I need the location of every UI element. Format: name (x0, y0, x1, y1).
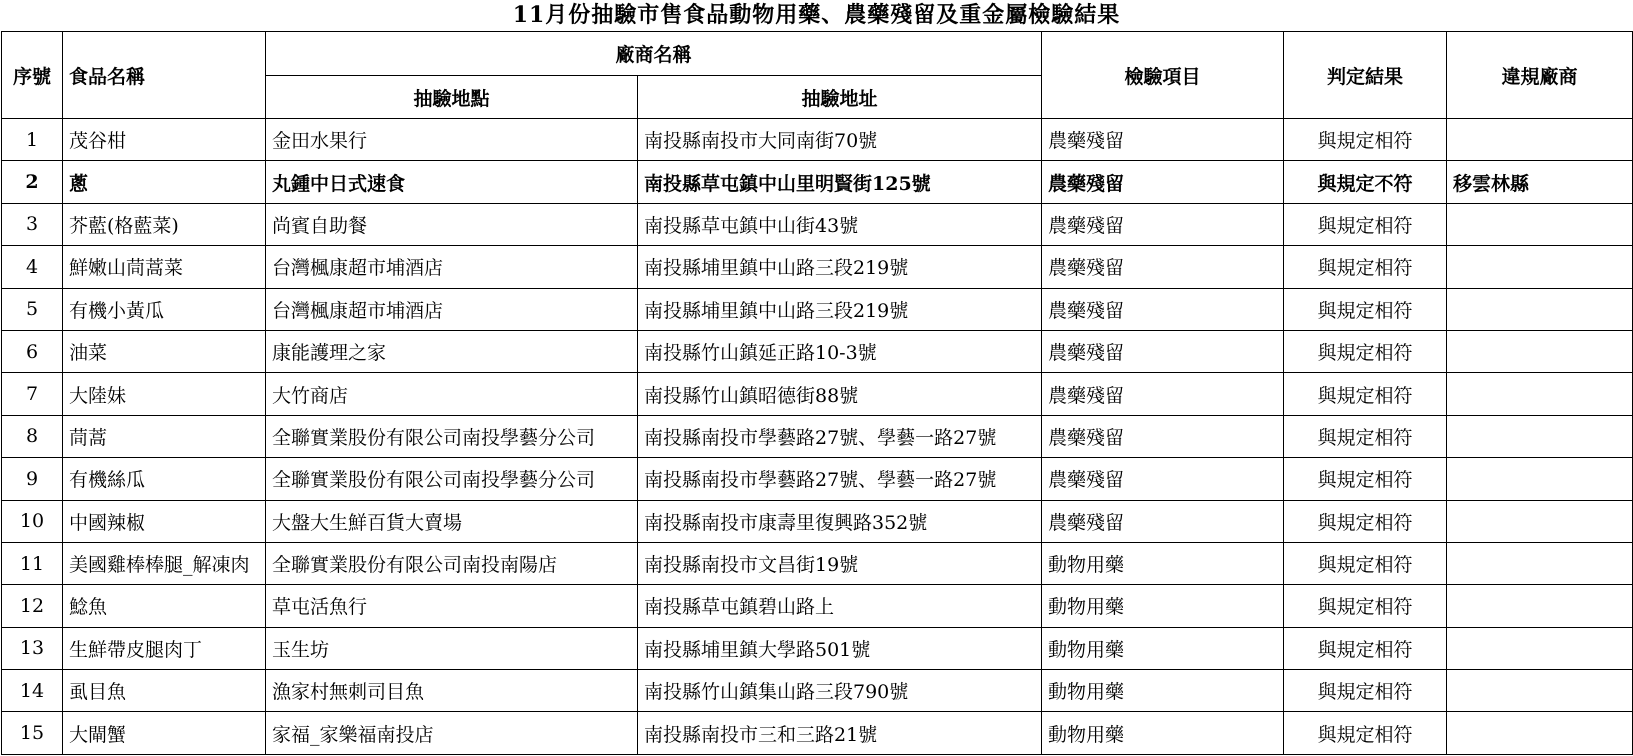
cell-place: 尚賓自助餐 (266, 203, 638, 245)
cell-food: 有機絲瓜 (63, 458, 266, 500)
cell-food: 虱目魚 (63, 670, 266, 712)
cell-no: 2 (2, 161, 63, 203)
cell-result: 與規定相符 (1284, 712, 1447, 754)
cell-food: 生鮮帶皮腿肉丁 (63, 627, 266, 669)
cell-place: 金田水果行 (266, 119, 638, 161)
cell-no: 1 (2, 119, 63, 161)
cell-address: 南投縣南投市康壽里復興路352號 (638, 500, 1042, 542)
cell-result: 與規定相符 (1284, 500, 1447, 542)
cell-place: 台灣楓康超市埔酒店 (266, 246, 638, 288)
cell-violator (1447, 500, 1633, 542)
cell-address: 南投縣南投市大同南街70號 (638, 119, 1042, 161)
cell-result: 與規定相符 (1284, 288, 1447, 330)
table-row (2, 712, 1633, 754)
cell-place: 漁家村無刺司目魚 (266, 670, 638, 712)
cell-item: 農藥殘留 (1042, 373, 1284, 415)
cell-result: 與規定相符 (1284, 670, 1447, 712)
cell-violator (1447, 670, 1633, 712)
table-row (2, 542, 1633, 584)
cell-address: 南投縣草屯鎮中山街43號 (638, 203, 1042, 245)
cell-food: 蔥 (63, 161, 266, 203)
header-place: 抽驗地點 (266, 76, 638, 119)
table-row (2, 373, 1633, 415)
header-address: 抽驗地址 (638, 76, 1042, 119)
cell-place: 丸鍾中日式速食 (266, 161, 638, 203)
table-row (2, 627, 1633, 669)
cell-violator (1447, 712, 1633, 754)
cell-result: 與規定相符 (1284, 627, 1447, 669)
header-food: 食品名稱 (63, 32, 266, 119)
header-item: 檢驗項目 (1042, 32, 1284, 119)
cell-violator (1447, 415, 1633, 457)
cell-place: 草屯活魚行 (266, 585, 638, 627)
cell-item: 動物用藥 (1042, 627, 1284, 669)
cell-violator (1447, 373, 1633, 415)
cell-address: 南投縣埔里鎮大學路501號 (638, 627, 1042, 669)
cell-item: 農藥殘留 (1042, 119, 1284, 161)
cell-address: 南投縣竹山鎮昭德街88號 (638, 373, 1042, 415)
cell-item: 農藥殘留 (1042, 458, 1284, 500)
cell-no: 12 (2, 585, 63, 627)
cell-no: 13 (2, 627, 63, 669)
cell-place: 家福_家樂福南投店 (266, 712, 638, 754)
cell-food: 茂谷柑 (63, 119, 266, 161)
table-row (2, 585, 1633, 627)
cell-item: 農藥殘留 (1042, 161, 1284, 203)
cell-address: 南投縣草屯鎮中山里明賢街125號 (638, 161, 1042, 203)
cell-no: 10 (2, 500, 63, 542)
cell-no: 15 (2, 712, 63, 754)
header-violator: 違規廠商 (1447, 32, 1633, 119)
header-result: 判定結果 (1284, 32, 1447, 119)
table-body (2, 119, 1633, 755)
table-row (2, 415, 1633, 457)
cell-food: 茼蒿 (63, 415, 266, 457)
cell-result: 與規定不符 (1284, 161, 1447, 203)
table-row (2, 288, 1633, 330)
cell-no: 9 (2, 458, 63, 500)
cell-no: 5 (2, 288, 63, 330)
cell-place: 玉生坊 (266, 627, 638, 669)
cell-result: 與規定相符 (1284, 585, 1447, 627)
cell-violator (1447, 330, 1633, 372)
cell-food: 鯰魚 (63, 585, 266, 627)
cell-item: 農藥殘留 (1042, 246, 1284, 288)
cell-item: 農藥殘留 (1042, 500, 1284, 542)
cell-item: 動物用藥 (1042, 712, 1284, 754)
cell-item: 農藥殘留 (1042, 203, 1284, 245)
cell-result: 與規定相符 (1284, 542, 1447, 584)
header-vendor-group: 廠商名稱 (266, 32, 1042, 76)
cell-item: 動物用藥 (1042, 670, 1284, 712)
inspection-results-table (1, 31, 1633, 755)
cell-address: 南投縣竹山鎮集山路三段790號 (638, 670, 1042, 712)
cell-result: 與規定相符 (1284, 373, 1447, 415)
cell-no: 14 (2, 670, 63, 712)
cell-no: 7 (2, 373, 63, 415)
cell-food: 大閘蟹 (63, 712, 266, 754)
cell-result: 與規定相符 (1284, 119, 1447, 161)
cell-address: 南投縣竹山鎮延正路10-3號 (638, 330, 1042, 372)
cell-violator (1447, 585, 1633, 627)
cell-place: 大竹商店 (266, 373, 638, 415)
table-row (2, 458, 1633, 500)
cell-violator (1447, 627, 1633, 669)
report-title: 11月份抽驗市售食品動物用藥、農藥殘留及重金屬檢驗結果 (512, 2, 1121, 28)
cell-result: 與規定相符 (1284, 415, 1447, 457)
cell-place: 大盤大生鮮百貨大賣場 (266, 500, 638, 542)
cell-item: 農藥殘留 (1042, 330, 1284, 372)
header-no: 序號 (2, 32, 63, 119)
table-header (2, 32, 1633, 119)
cell-place: 全聯實業股份有限公司南投學藝分公司 (266, 458, 638, 500)
cell-no: 3 (2, 203, 63, 245)
cell-no: 8 (2, 415, 63, 457)
cell-result: 與規定相符 (1284, 330, 1447, 372)
cell-violator (1447, 246, 1633, 288)
cell-food: 美國雞棒棒腿_解凍肉 (63, 542, 266, 584)
table-row (2, 330, 1633, 372)
cell-food: 有機小黃瓜 (63, 288, 266, 330)
cell-result: 與規定相符 (1284, 458, 1447, 500)
table-row (2, 119, 1633, 161)
table-row (2, 670, 1633, 712)
cell-address: 南投縣南投市文昌街19號 (638, 542, 1042, 584)
cell-item: 農藥殘留 (1042, 288, 1284, 330)
cell-food: 鮮嫩山茼蒿菜 (63, 246, 266, 288)
table-row (2, 203, 1633, 245)
cell-violator (1447, 542, 1633, 584)
table-row (2, 500, 1633, 542)
cell-food: 芥藍(格藍菜) (63, 203, 266, 245)
cell-address: 南投縣南投市三和三路21號 (638, 712, 1042, 754)
cell-violator (1447, 458, 1633, 500)
cell-result: 與規定相符 (1284, 246, 1447, 288)
cell-place: 全聯實業股份有限公司南投南陽店 (266, 542, 638, 584)
cell-no: 4 (2, 246, 63, 288)
cell-violator (1447, 288, 1633, 330)
table-row (2, 246, 1633, 288)
cell-place: 全聯實業股份有限公司南投學藝分公司 (266, 415, 638, 457)
cell-result: 與規定相符 (1284, 203, 1447, 245)
cell-address: 南投縣南投市學藝路27號、學藝一路27號 (638, 415, 1042, 457)
cell-violator: 移雲林縣 (1447, 161, 1633, 203)
cell-no: 11 (2, 542, 63, 584)
cell-item: 動物用藥 (1042, 542, 1284, 584)
cell-address: 南投縣埔里鎮中山路三段219號 (638, 288, 1042, 330)
cell-place: 台灣楓康超市埔酒店 (266, 288, 638, 330)
cell-address: 南投縣埔里鎮中山路三段219號 (638, 246, 1042, 288)
cell-food: 中國辣椒 (63, 500, 266, 542)
cell-item: 動物用藥 (1042, 585, 1284, 627)
cell-place: 康能護理之家 (266, 330, 638, 372)
cell-food: 大陸妹 (63, 373, 266, 415)
table-row (2, 161, 1633, 203)
cell-address: 南投縣南投市學藝路27號、學藝一路27號 (638, 458, 1042, 500)
cell-violator (1447, 203, 1633, 245)
cell-violator (1447, 119, 1633, 161)
cell-no: 6 (2, 330, 63, 372)
cell-item: 農藥殘留 (1042, 415, 1284, 457)
cell-address: 南投縣草屯鎮碧山路上 (638, 585, 1042, 627)
cell-food: 油菜 (63, 330, 266, 372)
